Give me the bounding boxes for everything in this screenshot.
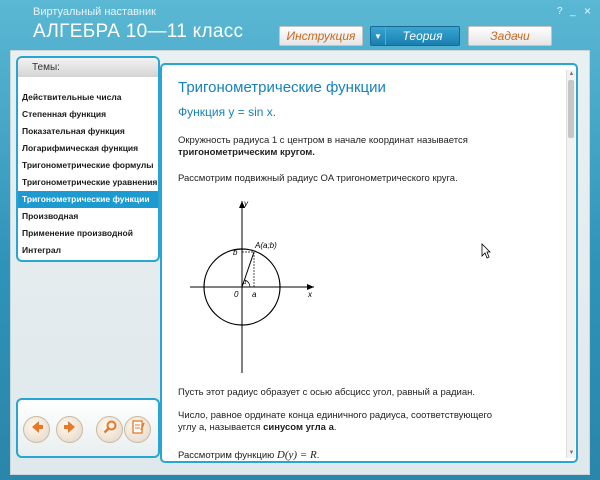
topic-list	[18, 89, 158, 259]
paragraph-3: Пусть этот радиус образует с осью абсцисс угол, равный a радиан.	[178, 387, 476, 398]
topic-item[interactable]: Производная	[22, 211, 79, 221]
topic-item[interactable]: Тригонометрические формулы	[22, 160, 154, 170]
a-label: a	[252, 290, 257, 299]
help-button[interactable]: ?	[557, 6, 563, 17]
topic-item[interactable]: Показательная функция	[22, 126, 125, 136]
unit-circle-graph	[190, 195, 320, 375]
topics-header: Темы:	[18, 58, 158, 77]
close-button[interactable]: ×	[584, 4, 592, 18]
app-title: АЛГЕБРА 10—11 класс	[33, 21, 244, 42]
tab-theory[interactable]	[370, 26, 460, 46]
dropdown-arrow-icon[interactable]: ▼	[371, 27, 386, 45]
scroll-down-icon[interactable]: ▼	[568, 450, 575, 456]
app-subtitle: Виртуальный наставник	[33, 6, 156, 18]
document	[178, 65, 564, 463]
back-button[interactable]	[23, 416, 50, 443]
magnifier-icon	[102, 419, 118, 440]
tab-tasks-label: Задачи	[490, 29, 530, 43]
topic-item[interactable]: Тригонометрические функции	[18, 191, 158, 208]
x-axis-label: x	[308, 290, 312, 299]
tab-tasks[interactable]	[468, 26, 552, 46]
topic-item[interactable]: Степенная функция	[22, 109, 107, 119]
origin-label: 0	[234, 290, 239, 299]
scroll-thumb[interactable]	[568, 80, 574, 138]
paragraph-5: Рассмотрим функцию D(y) = R.	[178, 449, 320, 461]
mouse-cursor-icon	[481, 243, 491, 259]
topic-item[interactable]: Тригонометрические уравнения	[22, 177, 158, 187]
theory-content	[160, 63, 578, 463]
minimize-button[interactable]: _	[570, 6, 576, 17]
paragraph-1: Окружность радиуса 1 с центром в начале координат называется тригонометрическим кругом.	[178, 135, 468, 158]
content-scrollbar[interactable]	[566, 70, 575, 458]
b-label: b	[233, 248, 238, 257]
point-a-label: A(a;b)	[255, 241, 277, 250]
tab-instruction[interactable]	[279, 26, 363, 46]
navigation-panel	[16, 398, 160, 458]
notes-button[interactable]	[124, 416, 151, 443]
angle-label: α	[243, 280, 247, 286]
topic-item[interactable]: Действительные числа	[22, 92, 122, 102]
scroll-up-icon[interactable]: ▲	[568, 71, 575, 77]
notepad-icon	[130, 419, 146, 440]
paragraph-2: Рассмотрим подвижный радиус OA тригонометрического круга.	[178, 173, 458, 184]
page-title: Тригонометрические функции	[178, 79, 386, 96]
topics-panel	[16, 56, 160, 262]
y-axis-label: y	[244, 199, 248, 208]
arrow-left-icon	[29, 419, 45, 440]
tab-theory-label: Теория	[402, 29, 443, 43]
arrow-right-icon	[62, 419, 78, 440]
section-subtitle: Функция y = sin x.	[178, 105, 277, 119]
title-bar	[0, 0, 600, 50]
tab-instruction-label: Инструкция	[286, 29, 356, 43]
paragraph-4: Число, равное ординате конца единичного радиуса, соответствующего углу a, называется синусом угла a.	[178, 410, 493, 433]
topic-item[interactable]: Логарифмическая функция	[22, 143, 139, 153]
topic-item[interactable]: Применение производной	[22, 228, 133, 238]
topic-item[interactable]: Интеграл	[22, 245, 61, 255]
search-button[interactable]	[96, 416, 123, 443]
forward-button[interactable]	[56, 416, 83, 443]
